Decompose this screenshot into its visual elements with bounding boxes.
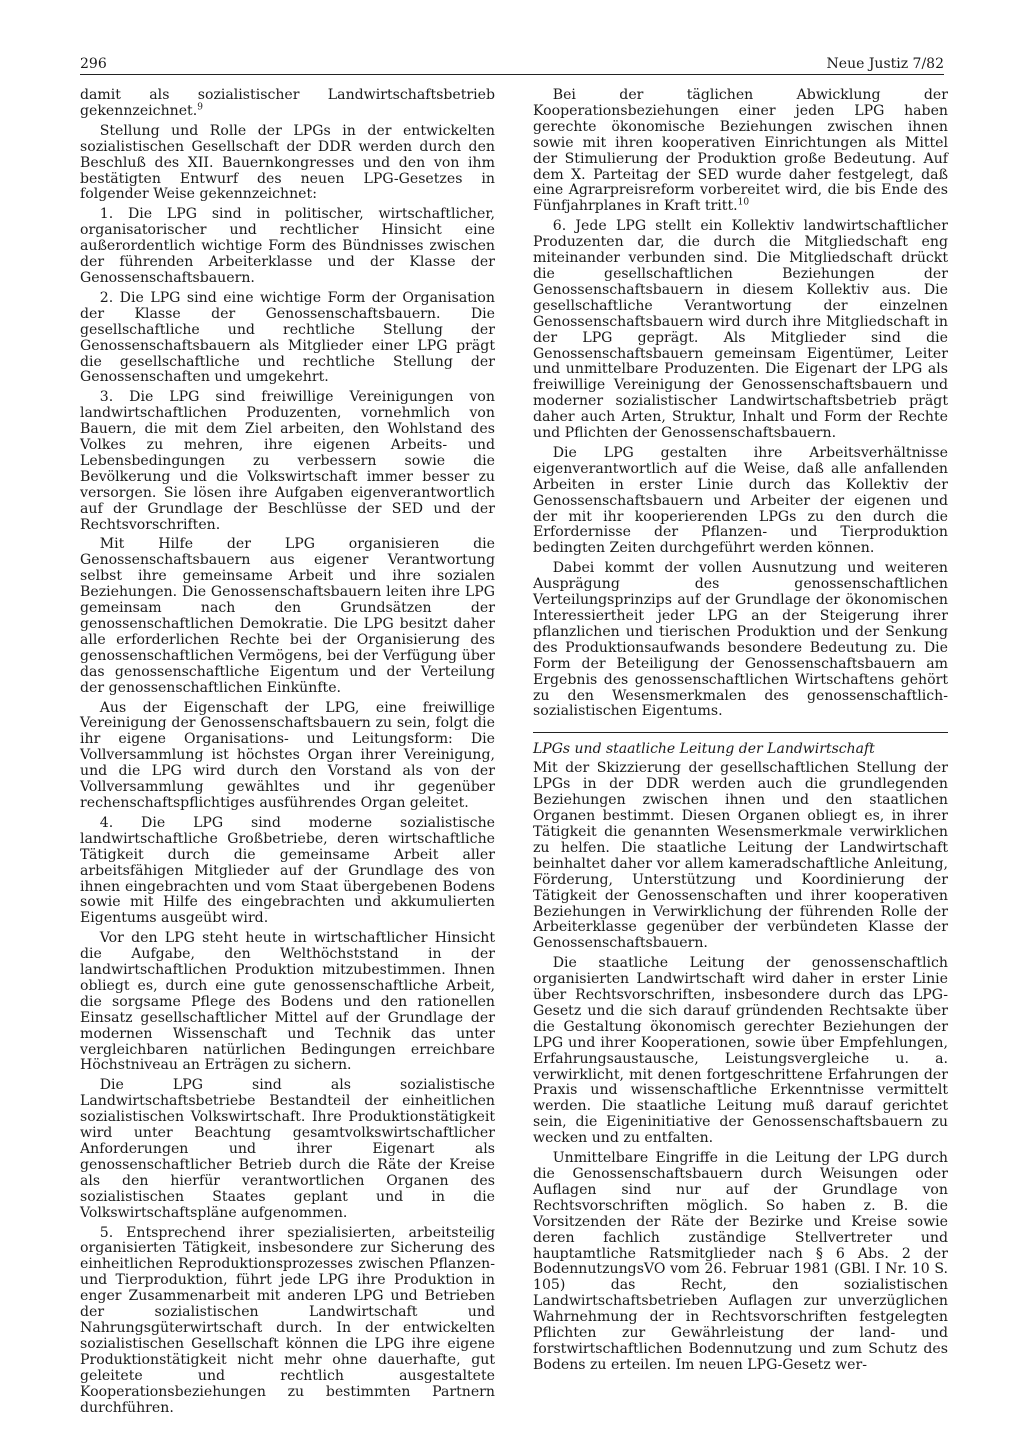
paragraph: Mit Hilfe der LPG organisieren die Genossenschaftsbauern aus eigener Verantwortung selbst ihre gemeinsame Arbeit und ihre sozialen Beziehungen. Die Genossenschaftsbauern leiten ihre LPG gemeinsam nach den Grundsätzen der genossenschaftlichen Demokratie. Die LPG besitzt daher alle erforderlichen Rechte bei der Organisierung des genossenschaftlichen Vermögens, bei der Verfügung über das genossenschaftliche Eigentum und der Verteilung der genossenschaftlichen Einkünfte. — [80, 536, 495, 696]
paragraph: damit als sozialistischer Landwirtschaftsbetrieb gekennzeichnet.$^9$ — [80, 87, 495, 119]
section-title: LPGs und staatliche Leitung der Landwirtschaft — [533, 741, 875, 758]
left-column — [80, 88, 495, 1416]
paragraph: 4. Die LPG sind moderne sozialistische landwirtschaftliche Großbetriebe, deren wirtschaftliche Tätigkeit durch die gemeinsame Arbeit aller arbeitsfähigen Mitglieder auf der Grundlage des von ihnen eingebrachten und vom Staat übergebenen Bodens sowie mit Hilfe des eingebrachten und akkumulierten Eigentums ausgeübt wird. — [80, 814, 495, 927]
section-rule — [533, 732, 948, 733]
footnote-ref: 9 — [197, 102, 203, 113]
paragraph: 2. Die LPG sind eine wichtige Form der Organisation der Klasse der Genossenschaftsbauern. Die gesellschaftliche und rechtliche Stellung der Genossenschaftsbauern als Mitglieder einer LPG prägt die gesellschaftliche und rechtliche Stellung der Genossenschaften und umgekehrt. — [80, 289, 495, 386]
header-rule — [80, 74, 944, 75]
paragraph: 6. Jede LPG stellt ein Kollektiv landwirtschaftlicher Produzenten dar, die durch die Mitgliedschaft eng miteinander verbunden sind. Die Mitgliedschaft drückt die gesellschaftlichen Beziehungen der Genossenschaftsbauern in diesem Kollektiv aus. Die gesellschaftliche Verantwortung der einzelnen Genossenschaftsbauern wird durch ihre Mitgliedschaft in der LPG geprägt. Als Mitglieder sind die Genossenschaftsbauern gemeinsam Eigentümer, Leiter und unmittelbare Produzenten. Die Eigenart der LPG als freiwillige Vereinigung der Genossenschaftsbauern und moderner sozialistischer Landwirtschaftsbetrieb prägt daher auch Arten, Struktur, Inhalt und Form der Rechte und Pflichten der Genossenschaftsbauern. — [533, 218, 948, 442]
paragraph: Bei der täglichen Abwicklung der Kooperationsbeziehungen einer jeden LPG haben gerechte ökonomische Beziehungen zwischen ihnen sowie mit ihren kooperativen Einrichtungen als Mittel der Stimulierung der Produktion große Bedeutung. Auf dem X. Parteitag der SED wurde daher festgelegt, daß eine Agrarpreisreform vorbereitet wird, die bis Ende des Fünfjahrplanes in Kraft tritt.$^{10}$ — [533, 87, 948, 215]
paragraph: Die LPG sind als sozialistische Landwirtschaftsbetriebe Bestandteil der einheitlichen sozialistischen Volkswirtschaft. Ihre Produktionstätigkeit wird unter Beachtung gesamtvolkswirtschaftlicher Anforderungen und ihrer Eigenart als genossenschaftlicher Betrieb durch die Räte der Kreise als den hierfür verantwortlichen Organen des sozialistischen Staates geplant und in die Volkswirtschaftspläne aufgenommen. — [80, 1077, 495, 1221]
paragraph: Die LPG gestalten ihre Arbeitsverhältnisse eigenverantwortlich auf die Weise, daß alle anfallenden Arbeiten in erster Linie durch das Kollektiv der Genossenschaftsbauern und Arbeiter der eigenen und der mit ihr kooperierenden LPGs zu den durch die Erfordernisse der Pflanzen- und Tierproduktion bedingten Zeiten durchgeführt werden können. — [533, 444, 948, 557]
paragraph: Unmittelbare Eingriffe in die Leitung der LPG durch die Genossenschaftsbauern durch Weisungen oder Auflagen sind nur auf der Grundlage von Rechtsvorschriften möglich. So haben z. B. die Vorsitzenden der Räte der Bezirke und Kreise sowie deren fachlich zuständige Stellvertreter und hauptamtliche Ratsmitglieder nach § 6 Abs. 2 der BodennutzungsVO vom 26. Februar 1981 (GBl. I Nr. 10 S. 105) das Recht, den sozialistischen Landwirtschaftsbetrieben Auflagen zur unverzüglichen Wahrnehmung der in Rechtsvorschriften festgelegten Pflichten zur Gewährleistung der land- und forstwirtschaftlichen Bodennutzung und zum Schutz des Bodens zu erteilen. Im neuen LPG-Gesetz wer- — [533, 1150, 948, 1373]
journal-issue: Neue Justiz 7/82 — [826, 56, 944, 72]
page-number: 296 — [80, 56, 107, 72]
footnote-ref: 10 — [737, 197, 750, 208]
paragraph: 3. Die LPG sind freiwillige Vereinigungen von landwirtschaftlichen Produzenten, vornehmlich von Bauern, die mit dem Ziel arbeiten, den Wohlstand des Volkes zu mehren, ihre eigenen Arbeits- und Lebensbedingungen zu verbessern sowie die Bevölkerung und die Volkswirtschaft immer besser zu versorgen. Sie lösen ihre Aufgaben eigenverantwortlich auf der Grundlage der Beschlüsse der SED und der Rechtsvorschriften. — [80, 389, 495, 533]
paragraph: Aus der Eigenschaft der LPG, eine freiwillige Vereinigung der Genossenschaftsbauern zu sein, folgt die ihr eigene Organisations- und Leitungsform: Die Vollversammlung ist höchstes Organ ihrer Vereinigung, und die LPG wird durch den Vorstand als von der Vollversammlung gewähltes und ihr gegenüber rechenschaftspflichtiges ausführendes Organ geleitet. — [80, 699, 495, 811]
paragraph: 1. Die LPG sind in politischer, wirtschaftlicher, organisatorischer und rechtlicher Hinsicht eine außerordentlich wichtige Form des Bündnisses zwischen der führenden Arbeiterklasse und der Klasse der Genossenschaftsbauern. — [80, 206, 495, 286]
right-column — [533, 88, 948, 1374]
paragraph: Stellung und Rolle der LPGs in der entwickelten sozialistischen Gesellschaft der DDR werden durch den Beschluß des XII. Bauernkongresses und den von ihm bestätigten Entwurf des neuen LPG-Gesetzes in folgender Weise gekennzeichnet: — [80, 122, 495, 203]
paragraph: 5. Entsprechend ihrer spezialisierten, arbeitsteilig organisierten Tätigkeit, insbesondere zur Sicherung des einheitlichen Reproduktionsprozesses zwischen Pflanzen- und Tierproduktion, führt jede LPG ihre Produktion in enger Zusammenarbeit mit anderen LPG und Betrieben der sozialistischen Landwirtschaft und Nahrungsgüterwirtschaft durch. In der entwickelten sozialistischen Gesellschaft können die LPG ihre eigene Produktionstätigkeit nicht mehr ohne dauerhafte, gut geleitete und rechtlich ausgestaltete Kooperationsbeziehungen zu bestimmten Partnern durchführen. — [80, 1224, 495, 1416]
paragraph: Die staatliche Leitung der genossenschaftlich organisierten Landwirtschaft wird daher in erster Linie über Rechtsvorschriften, insbesondere durch das LPG-Gesetz und die sich darauf gründenden Rechtsakte über die Gestaltung ökonomisch gerechter Beziehungen der LPG und ihrer Kooperationen, sowie über Empfehlungen, Erfahrungsaustausche, Leistungsvergleiche u. a. verwirklicht, mit denen fortgeschrittene Erfahrungen der Praxis und wissenschaftliche Erkenntnisse vermittelt werden. Die staatliche Leitung muß darauf gerichtet sein, die Eigeninitiative der Genossenschaftsbauern zu wecken und zu entfalten. — [533, 955, 948, 1147]
paragraph: Vor den LPG steht heute in wirtschaftlicher Hinsicht die Aufgabe, den Welthöchststand in der landwirtschaftlichen Produktion mitzubestimmen. Ihnen obliegt es, durch eine gute genossenschaftliche Arbeit, die sorgsame Pflege des Bodens und den rationellen Einsatz gesellschaftlicher Mittel auf der Grundlage der modernen Wissenschaft und Technik das unter vergleichbaren natürlichen Bedingungen erreichbare Höchstniveau an Erträgen zu sichern. — [80, 930, 495, 1074]
paragraph: Dabei kommt der vollen Ausnutzung und weiteren Ausprägung des genossenschaftlichen Verteilungsprinzips auf der Grundlage der ökonomischen Interessiertheit jeder LPG an der Steigerung ihrer pflanzlichen und tierischen Produktion und der Senkung des Produktionsaufwands besondere Bedeutung zu. Die Form der Beteiligung der Genossenschaftsbauern am Ergebnis des genossenschaftlichen Wirtschaftens gehört zu den Wesensmerkmalen des genossenschaftlich-sozialistischen Eigentums. — [533, 560, 948, 720]
paragraph: Mit der Skizzierung der gesellschaftlichen Stellung der LPGs in der DDR werden auch die grundlegenden Beziehungen zwischen ihnen und den staatlichen Organen bestimmt. Diesen Organen obliegt es, in ihrer Tätigkeit die genannten Wesensmerkmale verwirklichen zu helfen. Die staatliche Leitung der Landwirtschaft beinhaltet daher vor allem kameradschaftliche Anleitung, Förderung, Unterstützung und Koordinierung der Tätigkeit der Genossenschaften und ihrer kooperativen Beziehungen in Verwirklichung der führenden Rolle der Arbeiterklasse gegenüber der verbündeten Klasse der Genossenschaftsbauern. — [533, 760, 948, 952]
